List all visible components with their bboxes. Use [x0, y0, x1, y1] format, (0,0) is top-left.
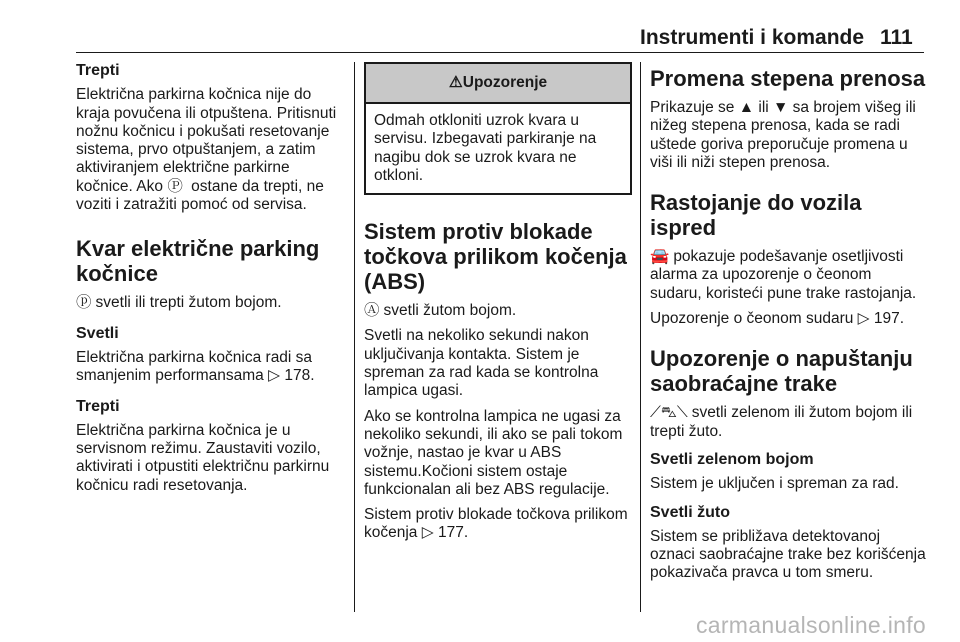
watermark-text: carmanualsonline.info — [695, 612, 926, 638]
paragraph-text: pokazuje podešavanje osetljivosti alarma za upozorenje o čeonom sudaru, koristeći pune trake rastojanja. — [650, 248, 917, 302]
warning-text: Odmah otkloniti uzrok kvara u servisu. Izbegavati parkiranje na nagibu dok se uzrok kvara ne otkloni. — [374, 112, 597, 184]
heading-promena: Promena stepena prenosa — [650, 66, 926, 91]
paragraph: Prikazuje se ▲ ili ▼ sa brojem višeg ili nižeg stepena prenosa, kada se radi uštede goriva preporučuje promena u viši ili niži stepen prenosa. — [650, 99, 916, 171]
paragraph-text: svetli ili trepti žutom bojom. — [95, 294, 282, 312]
column-divider-left — [354, 62, 355, 612]
heading-trepti: Trepti — [76, 62, 120, 79]
paragraph — [76, 86, 342, 214]
page-reference[interactable]: 197. — [873, 310, 905, 328]
page-number: 111 — [880, 26, 913, 49]
paragraph — [76, 349, 342, 386]
parking-brake-p-icon: Ⓟ — [167, 177, 183, 195]
paragraph-text: svetli zelenom ili žutom bojom ili trepti žuto. — [650, 404, 913, 440]
arrow-reference-icon: ▷ — [268, 367, 281, 385]
column-divider-right — [640, 62, 641, 612]
paragraph — [76, 294, 342, 312]
paragraph-text: ostane da trepti, ne voziti i zatražiti pomoć od servisa. — [76, 177, 324, 214]
page-reference[interactable]: 178. — [284, 367, 315, 385]
paragraph — [650, 248, 926, 303]
arrow-reference-icon: ▷ — [857, 310, 870, 328]
paragraph: Sistem je uključen i spreman za rad. — [650, 475, 899, 493]
paragraph-text: Električna parkirna kočnica radi sa smanjenim performansama — [76, 348, 313, 385]
paragraph: Električna parkirna kočnica je u servisnom režimu. Zaustaviti vozilo, aktivirati i otpustiti električnu parkirnu kočnicu radi resetovanja. — [76, 421, 330, 494]
heading-rastojanje: Rastojanje do vozila ispred — [650, 190, 862, 241]
page-reference[interactable]: 177. — [437, 524, 469, 542]
warning-icon: ⚠ — [448, 74, 463, 91]
heading-zelenom: Svetli zelenom bojom — [650, 450, 814, 468]
middle-column — [364, 62, 632, 550]
left-column — [76, 62, 342, 502]
paragraph: Sistem se približava detektovanoj oznaci saobraćajne trake bez korišćenja pokazivača pravca u tom smeru. — [650, 527, 926, 582]
warning-title: Upozorenje — [462, 74, 548, 91]
heading-kvar: Kvar električne parking kočnice — [76, 236, 320, 287]
paragraph: Ako se kontrolna lampica ne ugasi za nekoliko sekundi, ili ako se pali tokom vožnje, nastao je kvar u ABS sistemu.Kočioni sistem ostaje funkcionalan ali bez ABS regulacije. — [364, 407, 623, 498]
heading-zuto: Svetli žuto — [650, 503, 731, 521]
footer-watermark — [0, 612, 960, 642]
warning-box — [364, 62, 632, 195]
page-header-title: Instrumenti i komande — [640, 26, 865, 49]
paragraph — [650, 404, 926, 441]
paragraph-text: Upozorenje o čeonom sudaru — [650, 310, 854, 328]
header-rule — [76, 52, 924, 53]
heading-svetli: Svetli — [76, 324, 119, 342]
abs-icon: Ⓐ — [364, 302, 380, 320]
lane-departure-icon: ⟋⛍⟍ — [650, 404, 688, 422]
heading-abs: Sistem protiv blokade točkova prilikom kočenja (ABS) — [364, 219, 627, 295]
warning-header — [366, 64, 630, 104]
paragraph — [650, 310, 926, 328]
paragraph-text: svetli žutom bojom. — [383, 302, 517, 320]
paragraph — [364, 506, 632, 543]
car-distance-icon: 🚘 — [650, 248, 670, 266]
paragraph: Svetli na nekoliko sekundi nakon uključivanja kontakta. Sistem je spreman za rad kada se kontrolna lampica ugasi. — [364, 327, 599, 400]
parking-brake-fault-icon: ⓟ — [76, 294, 92, 312]
right-column — [650, 62, 926, 590]
heading-napustanje: Upozorenje o napuštanju saobraćajne trake — [650, 346, 913, 397]
paragraph — [364, 302, 632, 320]
heading-trepti: Trepti — [76, 397, 120, 415]
paragraph-text: Električna parkirna kočnica nije do kraja povučena ili otpuštena. Pritisnuti nožnu kočnicu i pokušati resetovanje sistema, prvo otpuštanjem, a zatim aktiviranjem električne parkirne kočnice. Ako — [76, 86, 337, 195]
paragraph-text: Sistem protiv blokade točkova prilikom kočenja — [364, 506, 628, 542]
arrow-reference-icon: ▷ — [421, 524, 434, 542]
